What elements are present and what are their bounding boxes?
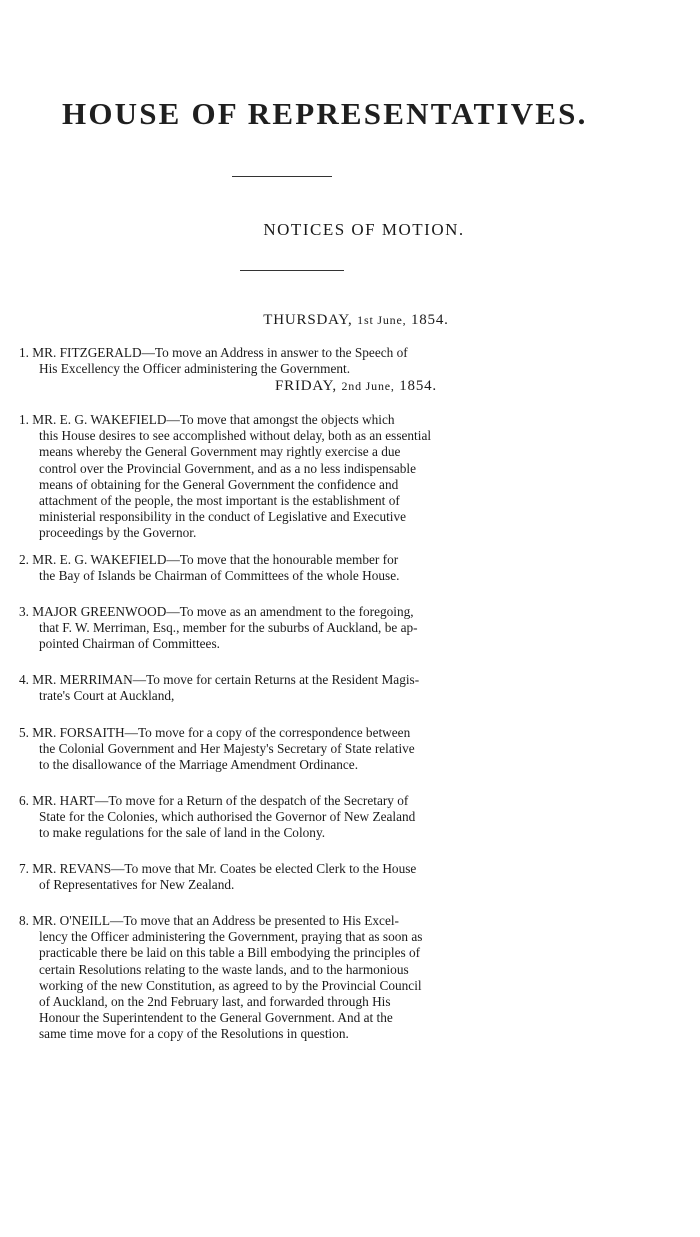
motion-line: control over the Provincial Government, and as a no less indispensable [39, 460, 417, 476]
motion-item-friday-4 [19, 672, 679, 704]
day-date: 2nd June, [341, 379, 395, 393]
motion-line: certain Resolutions relating to the waste lands, and to the harmonious [39, 961, 409, 977]
motion-line: 8. MR. O'NEILL—To move that an Address be presented to His Excel- [19, 913, 399, 928]
motion-line: pointed Chairman of Committees. [39, 636, 220, 652]
motion-item-friday-3 [19, 604, 679, 653]
motion-line: His Excellency the Officer administering the Government. [39, 361, 351, 377]
motion-item-friday-8 [19, 913, 679, 1043]
day-year: 1854. [410, 312, 449, 328]
motion-item-friday-5 [19, 725, 679, 774]
motion-item-friday-7 [19, 861, 679, 893]
day-date: 1st June, [357, 313, 407, 327]
motion-line: 7. MR. REVANS—To move that Mr. Coates be elected Clerk to the House [19, 861, 417, 876]
motion-line: same time move for a copy of the Resolutions in question. [39, 1026, 349, 1042]
day-year: 1854. [399, 378, 437, 394]
motion-line: proceedings by the Governor. [39, 525, 197, 541]
motion-line: working of the new Constitution, as agreed to by the Provincial Council [39, 977, 422, 993]
motion-line: to make regulations for the sale of land in the Colony. [39, 825, 326, 841]
motion-line: means whereby the General Government may rightly exercise a due [39, 444, 401, 460]
motion-line: trate's Court at Auckland, [39, 688, 175, 704]
motion-line: 4. MR. MERRIMAN—To move for certain Returns at the Resident Magis- [19, 672, 420, 687]
day-heading-friday [6, 378, 700, 395]
divider-rule [232, 176, 332, 177]
divider-rule [240, 270, 344, 271]
motion-line: 1. MR. E. G. WAKEFIELD—To move that amongst the objects which [19, 412, 395, 427]
motion-line: 2. MR. E. G. WAKEFIELD—To move that the honourable member for [19, 552, 399, 567]
motion-line: ministerial responsibility in the conduct of Legislative and Executive [39, 509, 407, 525]
motion-line: 5. MR. FORSAITH—To move for a copy of the correspondence between [19, 725, 411, 740]
motion-line: lency the Officer administering the Government, praying that as soon as [39, 929, 423, 945]
motion-line: Honour the Superintendent to the General Government. And at the [39, 1010, 393, 1026]
motion-line: attachment of the people, the most important is the establishment of [39, 493, 400, 509]
day-name: FRIDAY, [275, 378, 337, 394]
motion-line: the Bay of Islands be Chairman of Committees of the whole House. [39, 568, 400, 584]
motion-line: this House desires to see accomplished without delay, both as an essential [39, 428, 432, 444]
motion-line: to the disallowance of the Marriage Amendment Ordinance. [39, 757, 359, 773]
motion-item-friday-2 [19, 552, 679, 584]
day-heading-thursday [6, 312, 700, 329]
motion-line: 3. MAJOR GREENWOOD—To move as an amendment to the foregoing, [19, 604, 414, 619]
motion-item-friday-6 [19, 793, 679, 842]
motion-item-thursday-1 [19, 345, 679, 377]
motion-line: of Representatives for New Zealand. [39, 877, 235, 893]
day-name: THURSDAY, [263, 312, 353, 328]
motion-line: practicable there be laid on this table a Bill embodying the principles of [39, 945, 421, 961]
notices-heading: NOTICES OF MOTION. [263, 220, 465, 239]
house-title: HOUSE OF REPRESENTATIVES. [62, 96, 588, 131]
motion-line: 6. MR. HART—To move for a Return of the despatch of the Secretary of [19, 793, 409, 808]
motion-line: the Colonial Government and Her Majesty's Secretary of State relative [39, 741, 415, 757]
motion-line: means of obtaining for the General Government the confidence and [39, 476, 399, 492]
motion-line: 1. MR. FITZGERALD—To move an Address in answer to the Speech of [19, 345, 408, 360]
motion-line: of Auckland, on the 2nd February last, and forwarded through His [39, 994, 391, 1010]
motion-line: that F. W. Merriman, Esq., member for the suburbs of Auckland, be ap- [39, 620, 418, 636]
motion-item-friday-1 [19, 412, 679, 542]
motion-line: State for the Colonies, which authorised the Governor of New Zealand [39, 809, 416, 825]
